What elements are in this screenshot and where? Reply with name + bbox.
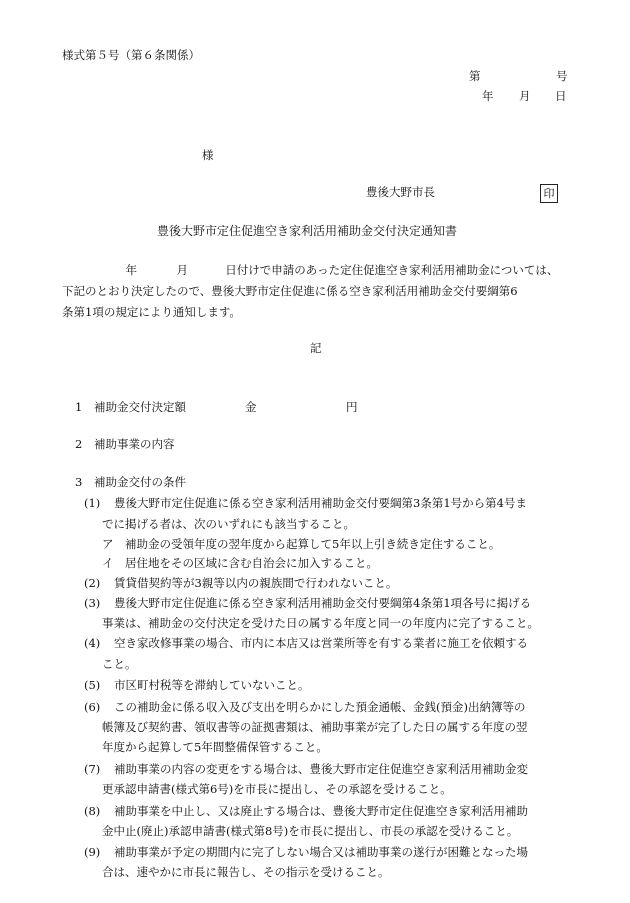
condition-7-line-1: 補助事業の内容の変更をする場合は、豊後大野市定住促進空き家利活用補助金変: [114, 762, 528, 776]
intro-rest: 日付けで申請のあった定住促進空き家利活用補助金については、: [225, 263, 559, 277]
item-3-number: 3: [75, 475, 83, 489]
condition-2-line-1: 賃貸借契約等が3親等以内の親族間で行われないこと。: [114, 576, 398, 590]
seal-stamp: 印: [540, 184, 558, 203]
condition-6-line-2: 帳簿及び契約書、領収書等の証拠書類は、補助事業が完了した日の属する年度の翌: [102, 720, 528, 734]
condition-8-number: (8): [84, 804, 101, 818]
sender-name: 豊後大野市長: [366, 185, 435, 199]
document-title: 豊後大野市定住促進空き家利活用補助金交付決定通知書: [157, 224, 458, 238]
condition-5-line-1: 市区町村税等を滞納していないこと。: [114, 678, 310, 692]
condition-1-number: (1): [84, 496, 101, 510]
condition-1a: ア 補助金の受領年度の翌年度から起算して5年以上引き続き定住すること。: [102, 537, 501, 551]
condition-6-line-3: 年度から起算して5年間整備保管すること。: [102, 740, 328, 754]
condition-1-line-1: 豊後大野市定住促進に係る空き家利活用補助金交付要綱第3条第1号から第4号ま: [114, 496, 527, 510]
condition-4-line-1: 空き家改修事業の場合、市内に本店又は営業所等を有する業者に施工を依頼する: [114, 636, 528, 650]
condition-8-line-1: 補助事業を中止し、又は廃止する場合は、豊後大野市定住促進空き家利活用補助: [114, 804, 528, 818]
condition-4-number: (4): [84, 636, 101, 650]
condition-3-line-2: 事業は、補助金の交付決定を受けた日の属する年度と同一の年度内に完了すること。: [102, 616, 539, 630]
condition-5-number: (5): [84, 678, 101, 692]
condition-2-number: (2): [84, 576, 101, 590]
condition-3-line-1: 豊後大野市定住促進に係る空き家利活用補助金交付要綱第4条第1項各号に掲げる: [114, 596, 532, 610]
intro-year: 年: [125, 263, 138, 277]
condition-6-number: (6): [84, 700, 101, 714]
condition-3-number: (3): [84, 596, 101, 610]
item-2-number: 2: [75, 437, 83, 451]
ki-heading: 記: [310, 341, 322, 355]
condition-7-line-2: 更承認申請書(様式第6号)を市長に提出し、その承認を受けること。: [102, 782, 452, 796]
item-1-kin: 金: [245, 400, 257, 414]
intro-line-1: [62, 265, 582, 286]
form-header: 様式第５号（第６条関係）: [62, 48, 200, 62]
date-year: 年: [482, 89, 494, 103]
recipient-honorific: 様: [202, 148, 214, 162]
intro-line-2: 下記のとおり決定したので、豊後大野市定住促進に係る空き家利活用補助金交付要綱第6: [62, 284, 518, 298]
date-day: 日: [555, 89, 567, 103]
condition-4-line-2: こと。: [102, 657, 137, 671]
condition-7-number: (7): [84, 762, 101, 776]
intro-line-3: 条第1項の規定により通知します。: [62, 305, 241, 319]
doc-number-prefix: 第: [469, 69, 481, 83]
item-1-label: 補助金交付決定額: [94, 400, 186, 414]
item-1-number: 1: [75, 400, 83, 414]
intro-paragraph: [62, 265, 582, 328]
intro-month: 月: [176, 263, 188, 277]
item-2-label: 補助事業の内容: [94, 437, 175, 451]
condition-1-line-2: でに掲げる者は、次のいずれにも該当すること。: [102, 517, 355, 531]
condition-8-line-2: 金中止(廃止)承認申請書(様式第8号)を市長に提出し、市長の承認を受けること。: [102, 824, 519, 838]
item-3-label: 補助金交付の条件: [94, 475, 186, 489]
condition-9-number: (9): [84, 845, 101, 859]
condition-9-line-1: 補助事業が予定の期間内に完了しない場合又は補助事業の遂行が困難となった場: [114, 845, 528, 859]
doc-number-suffix: 号: [556, 69, 568, 83]
condition-1b: イ 居住地をその区域に含む自治会に加入すること。: [102, 556, 378, 570]
condition-6-line-1: この補助金に係る収入及び支出を明らかにした預金通帳、金銭(預金)出納簿等の: [114, 700, 526, 714]
date-month: 月: [519, 89, 531, 103]
condition-9-line-2: 合は、速やかに市長に報告し、その指示を受けること。: [102, 865, 390, 879]
item-1-en: 円: [346, 400, 358, 414]
